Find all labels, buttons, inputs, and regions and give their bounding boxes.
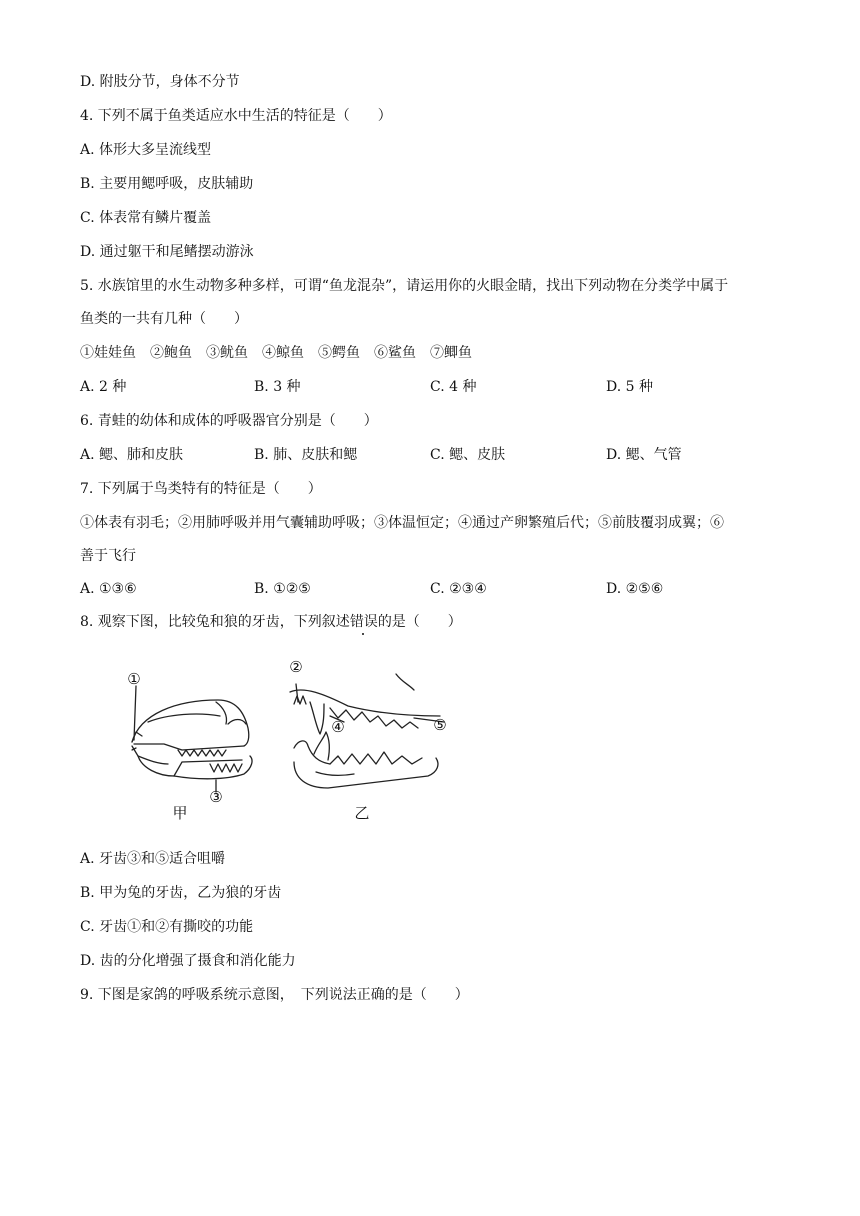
- teeth-figure: [118, 652, 470, 828]
- q5-stem-line1: 5. 水族馆里的水生动物多种多样，可谓“鱼龙混杂”，请运用你的火眼金睛，找出下列动物在分类学中属于: [80, 278, 729, 294]
- q8-option-a: A. 牙齿③和⑤适合咀嚼: [80, 851, 226, 867]
- q4-option-c: C. 体表常有鳞片覆盖: [80, 210, 212, 226]
- wolf-teeth-drawing: [290, 674, 440, 788]
- q7-option-b: B. ①②⑤: [254, 581, 311, 597]
- q6-option-b: B. 肺、皮肤和鳃: [254, 447, 358, 463]
- rabbit-skull-drawing: [132, 700, 252, 779]
- q8-stem-prefix: 8. 观察下图，比较兔和狼的牙齿，下列叙述: [80, 614, 350, 630]
- q5-items: ①娃娃鱼 ②鲍鱼 ③鱿鱼 ④鲸鱼 ⑤鳄鱼 ⑥鲨鱼 ⑦鲫鱼: [80, 345, 472, 361]
- q7-stem: 7. 下列属于鸟类特有的特征是（ ）: [80, 481, 322, 497]
- q5-option-a: A. 2 种: [80, 379, 127, 395]
- figure-label-1: ①: [127, 670, 141, 688]
- q4-option-d: D. 通过躯干和尾鳍摆动游泳: [80, 244, 254, 260]
- q8-option-b: B. 甲为兔的牙齿，乙为狼的牙齿: [80, 885, 282, 901]
- figure-label-3: ③: [209, 788, 223, 806]
- figure-caption-yi: 乙: [354, 804, 370, 822]
- q8-stem-suffix: 的是（ ）: [377, 614, 462, 630]
- q5-options: [80, 377, 800, 397]
- q7-option-d: D. ②⑤⑥: [606, 581, 664, 597]
- q8-option-d: D. 齿的分化增强了摄食和消化能力: [80, 953, 296, 969]
- figure-label-2: ②: [289, 658, 303, 676]
- figure-label-5: ⑤: [433, 716, 447, 734]
- q4-stem: 4. 下列不属于鱼类适应水中生活的特征是（ ）: [80, 108, 392, 124]
- q7-options: [80, 579, 800, 599]
- q5-stem-line2: 鱼类的一共有几种（ ）: [80, 311, 248, 327]
- q8-stem-emphasis: 错误: [349, 614, 378, 630]
- q6-option-a: A. 鳃、肺和皮肤: [80, 447, 184, 463]
- q6-stem: 6. 青蛙的幼体和成体的呼吸器官分别是（ ）: [80, 413, 378, 429]
- q7-option-a: A. ①③⑥: [80, 581, 137, 597]
- q7-items-line2: 善于飞行: [80, 548, 136, 564]
- q5-option-d: D. 5 种: [606, 379, 653, 395]
- q9-stem: 9. 下图是家鸽的呼吸系统示意图， 下列说法正确的是（ ）: [80, 987, 469, 1003]
- q3-option-d: D. 附肢分节，身体不分节: [80, 74, 240, 90]
- q6-options: [80, 445, 800, 465]
- figure-caption-jia: 甲: [172, 804, 188, 822]
- q7-items-line1: ①体表有羽毛；②用肺呼吸并用气囊辅助呼吸；③体温恒定；④通过产卵繁殖后代；⑤前肢覆羽成翼；⑥: [80, 515, 724, 531]
- q8-option-c: C. 牙齿①和②有撕咬的功能: [80, 919, 254, 935]
- q6-option-d: D. 鳃、气管: [606, 447, 682, 463]
- q8-stem: [80, 612, 462, 632]
- q4-option-b: B. 主要用鳃呼吸，皮肤辅助: [80, 176, 254, 192]
- teeth-diagram: [118, 652, 470, 828]
- q5-option-b: B. 3 种: [254, 379, 301, 395]
- q6-option-c: C. 鳃、皮肤: [430, 447, 506, 463]
- q4-option-a: A. 体形大多呈流线型: [80, 142, 212, 158]
- figure-label-4: ④: [331, 718, 345, 736]
- q5-option-c: C. 4 种: [430, 379, 477, 395]
- q7-option-c: C. ②③④: [430, 581, 487, 597]
